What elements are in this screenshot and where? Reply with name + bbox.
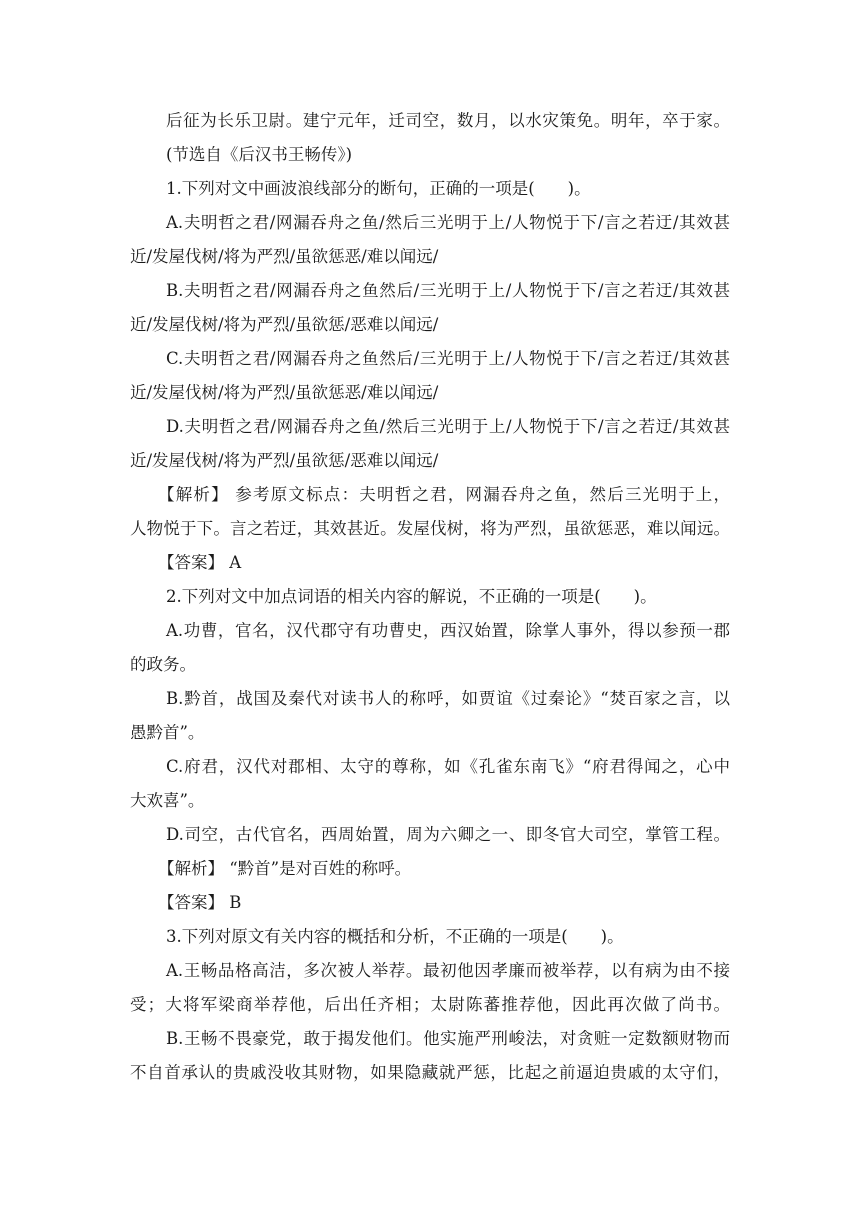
option-2a-cont: 的政务。 <box>130 655 196 674</box>
option-2a: A.功曹，官名，汉代郡守有功曹史，西汉始置，除掌人事外，得以参预一郡 <box>166 621 730 640</box>
answer-1: 【答案】 A <box>158 553 242 572</box>
option-1b-cont: 近/发屋伐树/将为严烈/虽欲惩/恶难以闻远/ <box>130 315 439 334</box>
text-line: 后征为长乐卫尉。建宁元年，迁司空，数月，以水灾策免。明年，卒于家。 <box>166 111 730 130</box>
question-1: 1.下列对文中画波浪线部分的断句，正确的一项是( )。 <box>166 179 591 198</box>
option-1c-cont: 近/发屋伐树/将为严烈/虽欲惩恶/难以闻远/ <box>130 383 439 402</box>
document-page <box>130 104 730 1090</box>
option-1d: D.夫明哲之君/网漏吞舟之鱼/然后三光明于上/人物悦于下/言之若迂/其效甚 <box>166 417 730 436</box>
question-3: 3.下列对原文有关内容的概括和分析，不正确的一项是( )。 <box>166 927 624 946</box>
option-3b-cont: 不自首承认的贵戚没收其财物，如果隐藏就严惩，比起之前逼迫贵戚的太守们， <box>130 1063 730 1082</box>
option-1a-cont: 近/发屋伐树/将为严烈/虽欲惩恶/难以闻远/ <box>130 247 439 266</box>
option-2b: B.黔首，战国及秦代对读书人的称呼，如贾谊《过秦论》“焚百家之言，以 <box>166 689 730 708</box>
option-1d-cont: 近/发屋伐树/将为严烈/虽欲惩/恶难以闻远/ <box>130 451 439 470</box>
option-2c: C.府君，汉代对郡相、太守的尊称，如《孔雀东南飞》“府君得闻之，心中 <box>166 757 730 776</box>
source-citation: (节选自《后汉书王畅传》) <box>166 145 353 164</box>
answer-2: 【答案】 B <box>158 893 242 912</box>
option-3a-cont: 受；大将军梁商举荐他，后出任齐相；太尉陈蕃推荐他，因此再次做了尚书。 <box>130 995 730 1014</box>
option-3a: A.王畅品格高洁，多次被人举荐。最初他因孝廉而被举荐，以有病为由不接 <box>166 961 730 980</box>
option-2b-cont: 愚黔首”。 <box>130 723 205 742</box>
question-2: 2.下列对文中加点词语的相关内容的解说，不正确的一项是( )。 <box>166 587 657 606</box>
analysis-2: 【解析】 “黔首”是对百姓的称呼。 <box>158 859 412 878</box>
option-1b: B.夫明哲之君/网漏吞舟之鱼然后/三光明于上/人物悦于下/言之若迂/其效甚 <box>166 281 730 300</box>
option-3b: B.王畅不畏豪党，敢于揭发他们。他实施严刑峻法，对贪赃一定数额财物而 <box>166 1029 730 1048</box>
analysis-1: 【解析】 参考原文标点：夫明哲之君，网漏吞舟之鱼，然后三光明于上， <box>158 485 730 504</box>
option-1a: A.夫明哲之君/网漏吞舟之鱼/然后三光明于上/人物悦于下/言之若迂/其效甚 <box>166 213 730 232</box>
option-1c: C.夫明哲之君/网漏吞舟之鱼然后/三光明于上/人物悦于下/言之若迂/其效甚 <box>166 349 730 368</box>
analysis-1-cont: 人物悦于下。言之若迂，其效甚近。发屋伐树，将为严烈，虽欲惩恶，难以闻远。 <box>130 519 730 538</box>
option-2d: D.司空，古代官名，西周始置，周为六卿之一、即冬官大司空，掌管工程。 <box>166 825 730 844</box>
option-2c-cont: 大欢喜”。 <box>130 791 205 810</box>
